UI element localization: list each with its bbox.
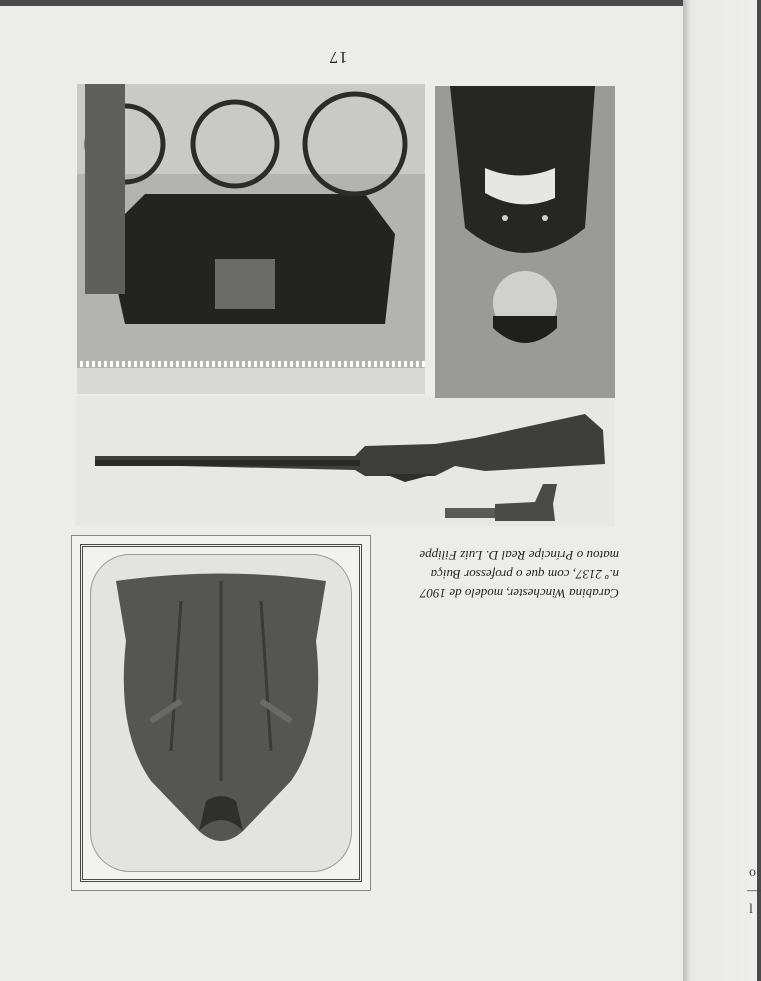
edge-glyph: l <box>749 902 753 917</box>
edge-glyph: — <box>747 883 761 898</box>
portuguese-caption <box>389 546 619 603</box>
cloak-photo <box>71 535 371 891</box>
carriage-illustration <box>77 84 425 394</box>
portuguese-caption-line: Carabina Winchester, modelo de 1907 <box>420 586 619 601</box>
book-page <box>0 6 683 981</box>
adjacent-page-edge <box>683 0 761 981</box>
page-number: 17 <box>328 48 348 67</box>
carriage-photo <box>77 84 425 394</box>
cloak-illustration <box>91 555 351 871</box>
postillion-illustration <box>435 86 615 398</box>
cloak-photo-backdrop <box>90 554 352 872</box>
rifle-illustration <box>75 396 615 526</box>
portuguese-caption-line: matou o Príncipe Real D. Luiz Filippe <box>419 548 619 563</box>
edge-glyph: o <box>749 865 756 880</box>
upside-down-page-content <box>0 6 683 981</box>
postillion-photo <box>435 86 615 398</box>
portuguese-caption-line: n.º 2137, com que o professor Buiça <box>430 567 619 582</box>
rifle-and-pistol-photo <box>75 396 615 526</box>
